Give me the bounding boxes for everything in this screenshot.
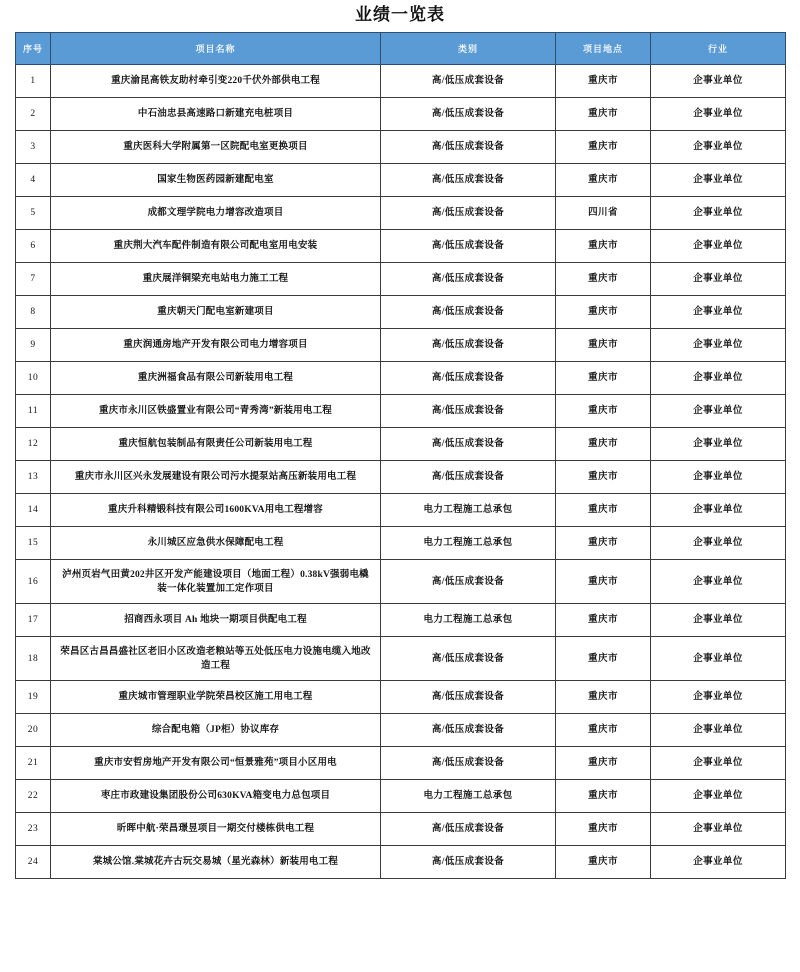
cell-location: 重庆市 xyxy=(556,164,651,197)
cell-industry: 企事业单位 xyxy=(651,329,786,362)
cell-project-name: 昕晖中航·荣昌璟昱项目一期交付楼栋供电工程 xyxy=(51,813,381,846)
cell-category: 高/低压成套设备 xyxy=(381,197,556,230)
cell-project-name: 重庆润通房地产开发有限公司电力增容项目 xyxy=(51,329,381,362)
cell-location: 重庆市 xyxy=(556,98,651,131)
table-header-row xyxy=(16,33,786,65)
cell-project-name: 重庆市永川区铁盛置业有限公司“青秀湾”新装用电工程 xyxy=(51,395,381,428)
table-row xyxy=(16,362,786,395)
table-row xyxy=(16,527,786,560)
table-body xyxy=(16,65,786,879)
cell-project-name: 重庆恒航包装制品有限责任公司新装用电工程 xyxy=(51,428,381,461)
cell-category: 电力工程施工总承包 xyxy=(381,527,556,560)
cell-industry: 企事业单位 xyxy=(651,813,786,846)
column-header-category: 类别 xyxy=(381,33,556,65)
cell-location: 重庆市 xyxy=(556,560,651,604)
cell-project-name: 中石油忠县高速路口新建充电桩项目 xyxy=(51,98,381,131)
cell-project-name: 国家生物医药园新建配电室 xyxy=(51,164,381,197)
table-container xyxy=(0,32,800,879)
cell-category: 高/低压成套设备 xyxy=(381,362,556,395)
cell-location: 重庆市 xyxy=(556,296,651,329)
cell-location: 重庆市 xyxy=(556,637,651,681)
cell-category: 高/低压成套设备 xyxy=(381,131,556,164)
table-row xyxy=(16,329,786,362)
cell-location: 重庆市 xyxy=(556,329,651,362)
cell-location: 重庆市 xyxy=(556,395,651,428)
cell-category: 高/低压成套设备 xyxy=(381,461,556,494)
table-row xyxy=(16,846,786,879)
cell-industry: 企事业单位 xyxy=(651,681,786,714)
cell-location: 重庆市 xyxy=(556,263,651,296)
table-row xyxy=(16,164,786,197)
cell-location: 重庆市 xyxy=(556,461,651,494)
cell-seq: 16 xyxy=(16,560,51,604)
column-header-location: 项目地点 xyxy=(556,33,651,65)
table-row xyxy=(16,395,786,428)
cell-category: 电力工程施工总承包 xyxy=(381,494,556,527)
cell-seq: 4 xyxy=(16,164,51,197)
cell-seq: 7 xyxy=(16,263,51,296)
cell-project-name: 重庆城市管理职业学院荣昌校区施工用电工程 xyxy=(51,681,381,714)
cell-category: 高/低压成套设备 xyxy=(381,560,556,604)
cell-seq: 13 xyxy=(16,461,51,494)
cell-seq: 14 xyxy=(16,494,51,527)
table-row xyxy=(16,263,786,296)
cell-industry: 企事业单位 xyxy=(651,714,786,747)
cell-location: 重庆市 xyxy=(556,681,651,714)
table-row xyxy=(16,461,786,494)
table-row xyxy=(16,714,786,747)
cell-category: 高/低压成套设备 xyxy=(381,747,556,780)
cell-project-name: 重庆荆大汽车配件制造有限公司配电室用电安装 xyxy=(51,230,381,263)
cell-category: 高/低压成套设备 xyxy=(381,846,556,879)
table-row xyxy=(16,780,786,813)
cell-location: 重庆市 xyxy=(556,230,651,263)
table-row xyxy=(16,230,786,263)
cell-seq: 19 xyxy=(16,681,51,714)
cell-category: 电力工程施工总承包 xyxy=(381,604,556,637)
cell-seq: 22 xyxy=(16,780,51,813)
cell-seq: 2 xyxy=(16,98,51,131)
table-row xyxy=(16,197,786,230)
cell-project-name: 重庆洲福食品有限公司新装用电工程 xyxy=(51,362,381,395)
cell-category: 高/低压成套设备 xyxy=(381,296,556,329)
cell-industry: 企事业单位 xyxy=(651,461,786,494)
cell-seq: 18 xyxy=(16,637,51,681)
cell-location: 重庆市 xyxy=(556,428,651,461)
cell-seq: 17 xyxy=(16,604,51,637)
cell-category: 高/低压成套设备 xyxy=(381,164,556,197)
cell-industry: 企事业单位 xyxy=(651,846,786,879)
cell-category: 高/低压成套设备 xyxy=(381,681,556,714)
cell-seq: 1 xyxy=(16,65,51,98)
cell-project-name: 重庆医科大学附属第一区院配电室更换项目 xyxy=(51,131,381,164)
cell-location: 重庆市 xyxy=(556,362,651,395)
cell-industry: 企事业单位 xyxy=(651,164,786,197)
cell-location: 重庆市 xyxy=(556,747,651,780)
cell-industry: 企事业单位 xyxy=(651,362,786,395)
cell-project-name: 成都文理学院电力增容改造项目 xyxy=(51,197,381,230)
column-header-industry: 行业 xyxy=(651,33,786,65)
cell-location: 重庆市 xyxy=(556,494,651,527)
cell-location: 重庆市 xyxy=(556,527,651,560)
cell-location: 重庆市 xyxy=(556,604,651,637)
cell-category: 高/低压成套设备 xyxy=(381,714,556,747)
cell-industry: 企事业单位 xyxy=(651,428,786,461)
cell-seq: 11 xyxy=(16,395,51,428)
cell-seq: 8 xyxy=(16,296,51,329)
cell-location: 重庆市 xyxy=(556,780,651,813)
cell-location: 四川省 xyxy=(556,197,651,230)
table-row xyxy=(16,98,786,131)
cell-category: 高/低压成套设备 xyxy=(381,230,556,263)
cell-seq: 9 xyxy=(16,329,51,362)
cell-project-name: 永川城区应急供水保障配电工程 xyxy=(51,527,381,560)
cell-location: 重庆市 xyxy=(556,846,651,879)
cell-industry: 企事业单位 xyxy=(651,560,786,604)
cell-category: 高/低压成套设备 xyxy=(381,65,556,98)
cell-project-name: 重庆市安哲房地产开发有限公司“恒景雅苑”项目小区用电 xyxy=(51,747,381,780)
cell-industry: 企事业单位 xyxy=(651,263,786,296)
cell-category: 高/低压成套设备 xyxy=(381,395,556,428)
cell-seq: 5 xyxy=(16,197,51,230)
page-title: 业绩一览表 xyxy=(355,5,445,24)
table-row xyxy=(16,637,786,681)
cell-industry: 企事业单位 xyxy=(651,747,786,780)
cell-seq: 20 xyxy=(16,714,51,747)
cell-category: 电力工程施工总承包 xyxy=(381,780,556,813)
cell-industry: 企事业单位 xyxy=(651,230,786,263)
cell-project-name: 重庆升科精锻科技有限公司1600KVA用电工程增容 xyxy=(51,494,381,527)
column-header-seq: 序号 xyxy=(16,33,51,65)
table-row xyxy=(16,131,786,164)
cell-seq: 23 xyxy=(16,813,51,846)
cell-location: 重庆市 xyxy=(556,131,651,164)
cell-seq: 24 xyxy=(16,846,51,879)
cell-category: 高/低压成套设备 xyxy=(381,98,556,131)
cell-project-name: 荣昌区古昌昌盛社区老旧小区改造老粮站等五处低压电力设施电缆入地改造工程 xyxy=(51,637,381,681)
cell-project-name: 重庆朝天门配电室新建项目 xyxy=(51,296,381,329)
cell-seq: 15 xyxy=(16,527,51,560)
cell-industry: 企事业单位 xyxy=(651,98,786,131)
cell-seq: 6 xyxy=(16,230,51,263)
cell-project-name: 枣庄市政建设集团股份公司630KVA箱变电力总包项目 xyxy=(51,780,381,813)
column-header-name: 项目名称 xyxy=(51,33,381,65)
table-row xyxy=(16,747,786,780)
cell-project-name: 泸州页岩气田黄202井区开发产能建设项目（地面工程）0.38kV强弱电橇装一体化装置加工定作项目 xyxy=(51,560,381,604)
cell-project-name: 综合配电箱（JP柜）协议库存 xyxy=(51,714,381,747)
cell-category: 高/低压成套设备 xyxy=(381,813,556,846)
table-row xyxy=(16,813,786,846)
table-row xyxy=(16,560,786,604)
cell-category: 高/低压成套设备 xyxy=(381,329,556,362)
cell-category: 高/低压成套设备 xyxy=(381,263,556,296)
cell-seq: 10 xyxy=(16,362,51,395)
cell-location: 重庆市 xyxy=(556,65,651,98)
cell-industry: 企事业单位 xyxy=(651,780,786,813)
table-row xyxy=(16,428,786,461)
cell-project-name: 重庆市永川区兴永发展建设有限公司污水提泵站高压新装用电工程 xyxy=(51,461,381,494)
cell-seq: 12 xyxy=(16,428,51,461)
cell-industry: 企事业单位 xyxy=(651,395,786,428)
table-row xyxy=(16,604,786,637)
cell-industry: 企事业单位 xyxy=(651,527,786,560)
table-row xyxy=(16,681,786,714)
cell-category: 高/低压成套设备 xyxy=(381,428,556,461)
cell-industry: 企事业单位 xyxy=(651,65,786,98)
cell-industry: 企事业单位 xyxy=(651,637,786,681)
cell-project-name: 招商西永项目 Ah 地块一期项目供配电工程 xyxy=(51,604,381,637)
table-row xyxy=(16,296,786,329)
cell-seq: 21 xyxy=(16,747,51,780)
cell-industry: 企事业单位 xyxy=(651,197,786,230)
cell-location: 重庆市 xyxy=(556,813,651,846)
cell-industry: 企事业单位 xyxy=(651,604,786,637)
cell-project-name: 重庆渝昆高铁友助村牵引变220千伏外部供电工程 xyxy=(51,65,381,98)
cell-project-name: 重庆展洋铜梁充电站电力施工工程 xyxy=(51,263,381,296)
cell-industry: 企事业单位 xyxy=(651,494,786,527)
cell-location: 重庆市 xyxy=(556,714,651,747)
cell-project-name: 棠城公馆.棠城花卉古玩交易城（星光森林）新装用电工程 xyxy=(51,846,381,879)
cell-industry: 企事业单位 xyxy=(651,131,786,164)
cell-seq: 3 xyxy=(16,131,51,164)
table-header xyxy=(16,33,786,65)
cell-industry: 企事业单位 xyxy=(651,296,786,329)
table-row xyxy=(16,65,786,98)
performance-table xyxy=(15,32,786,879)
table-row xyxy=(16,494,786,527)
cell-category: 高/低压成套设备 xyxy=(381,637,556,681)
